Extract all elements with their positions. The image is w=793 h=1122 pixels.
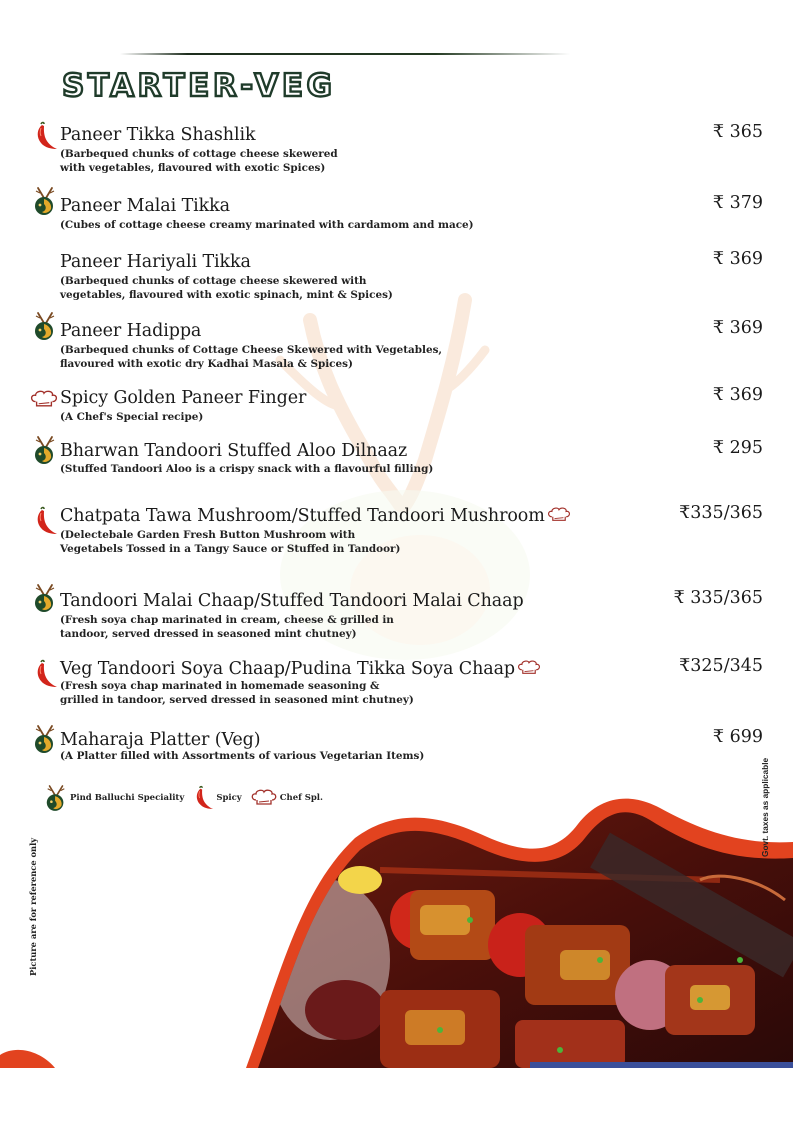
item-description: (Delectebale Garden Fresh Button Mushroom with Vegetabels Tossed in a Tangy Sauce or Stuffed in Tandoor) bbox=[60, 529, 401, 555]
item-name: Paneer Hariyali Tikka bbox=[60, 252, 251, 272]
top-divider-rule bbox=[120, 53, 570, 55]
tax-note: Govt. taxes as applicable bbox=[760, 757, 770, 857]
item-description: (Barbequed chunks of Cottage Cheese Skewered with Vegetables, flavoured with exotic dry Kadhai Masala & Spices) bbox=[60, 344, 443, 370]
item-price: ₹ 369 bbox=[712, 249, 763, 269]
item-price: ₹ 379 bbox=[712, 193, 763, 213]
legend-item-spicy: Spicy bbox=[192, 785, 241, 811]
item-name: Bharwan Tandoori Stuffed Aloo Dilnaaz bbox=[60, 441, 408, 461]
item-description: (Barbequed chunks of cottage cheese skewered with vegetables, flavoured with exotic spinach, mint & Spices) bbox=[60, 275, 393, 301]
item-name: Chatpata Tawa Mushroom/Stuffed Tandoori Mushroom bbox=[60, 506, 572, 526]
pind-balluchi-speciality-icon bbox=[32, 583, 58, 613]
item-description: (Fresh soya chap marinated in homemade seasoning & grilled in tandoor, served dressed in seasoned mint chutney) bbox=[60, 680, 414, 706]
item-description: (A Chef's Special recipe) bbox=[60, 411, 204, 423]
item-name: Maharaja Platter (Veg) bbox=[60, 730, 261, 750]
item-price: ₹ 365 bbox=[712, 122, 763, 142]
pind-balluchi-speciality-icon bbox=[32, 435, 58, 465]
paneer-tikka-food-photo bbox=[0, 780, 793, 1070]
item-price: ₹ 335/365 bbox=[673, 588, 763, 608]
chef-hat-icon bbox=[29, 390, 59, 409]
item-name: Spicy Golden Paneer Finger bbox=[60, 388, 307, 408]
pind-balluchi-speciality-icon bbox=[32, 186, 58, 216]
item-name: Paneer Tikka Shashlik bbox=[60, 125, 256, 145]
chef-hat-icon bbox=[516, 660, 542, 676]
item-description: (Stuffed Tandoori Aloo is a crispy snack with a flavourful filling) bbox=[60, 463, 434, 475]
item-price: ₹ 295 bbox=[712, 438, 763, 458]
item-name: Paneer Malai Tikka bbox=[60, 196, 230, 216]
item-description: (Fresh soya chap marinated in cream, cheese & grilled in tandoor, served dressed in seasoned mint chutney) bbox=[60, 614, 394, 640]
item-name: Veg Tandoori Soya Chaap/Pudina Tikka Soya Chaap bbox=[60, 659, 542, 679]
pind-balluchi-speciality-icon bbox=[32, 311, 58, 341]
chili-icon bbox=[32, 659, 58, 689]
item-price: ₹335/365 bbox=[679, 503, 763, 523]
item-description: (A Platter filled with Assortments of various Vegetarian Items) bbox=[60, 750, 425, 762]
item-description: (Cubes of cottage cheese creamy marinated with cardamom and mace) bbox=[60, 219, 474, 231]
pind-balluchi-speciality-icon bbox=[32, 724, 58, 754]
item-name: Tandoori Malai Chaap/Stuffed Tandoori Malai Chaap bbox=[60, 591, 524, 611]
item-price: ₹325/345 bbox=[679, 656, 763, 676]
chili-icon bbox=[32, 121, 58, 151]
chili-icon bbox=[32, 506, 58, 536]
chef-hat-icon bbox=[546, 507, 572, 523]
item-price: ₹ 369 bbox=[712, 318, 763, 338]
item-description: (Barbequed chunks of cottage cheese skewered with vegetables, flavoured with exotic Spices) bbox=[60, 148, 338, 174]
item-name: Paneer Hadippa bbox=[60, 321, 202, 341]
legend-item-speciality: Pind Balluchi Speciality bbox=[44, 784, 184, 812]
legend-item-chef-special: Chef Spl. bbox=[250, 789, 323, 807]
section-title: STARTER-VEG bbox=[62, 68, 336, 104]
item-price: ₹ 369 bbox=[712, 385, 763, 405]
picture-disclaimer: Picture are for reference only bbox=[28, 837, 38, 976]
item-price: ₹ 699 bbox=[712, 727, 763, 747]
